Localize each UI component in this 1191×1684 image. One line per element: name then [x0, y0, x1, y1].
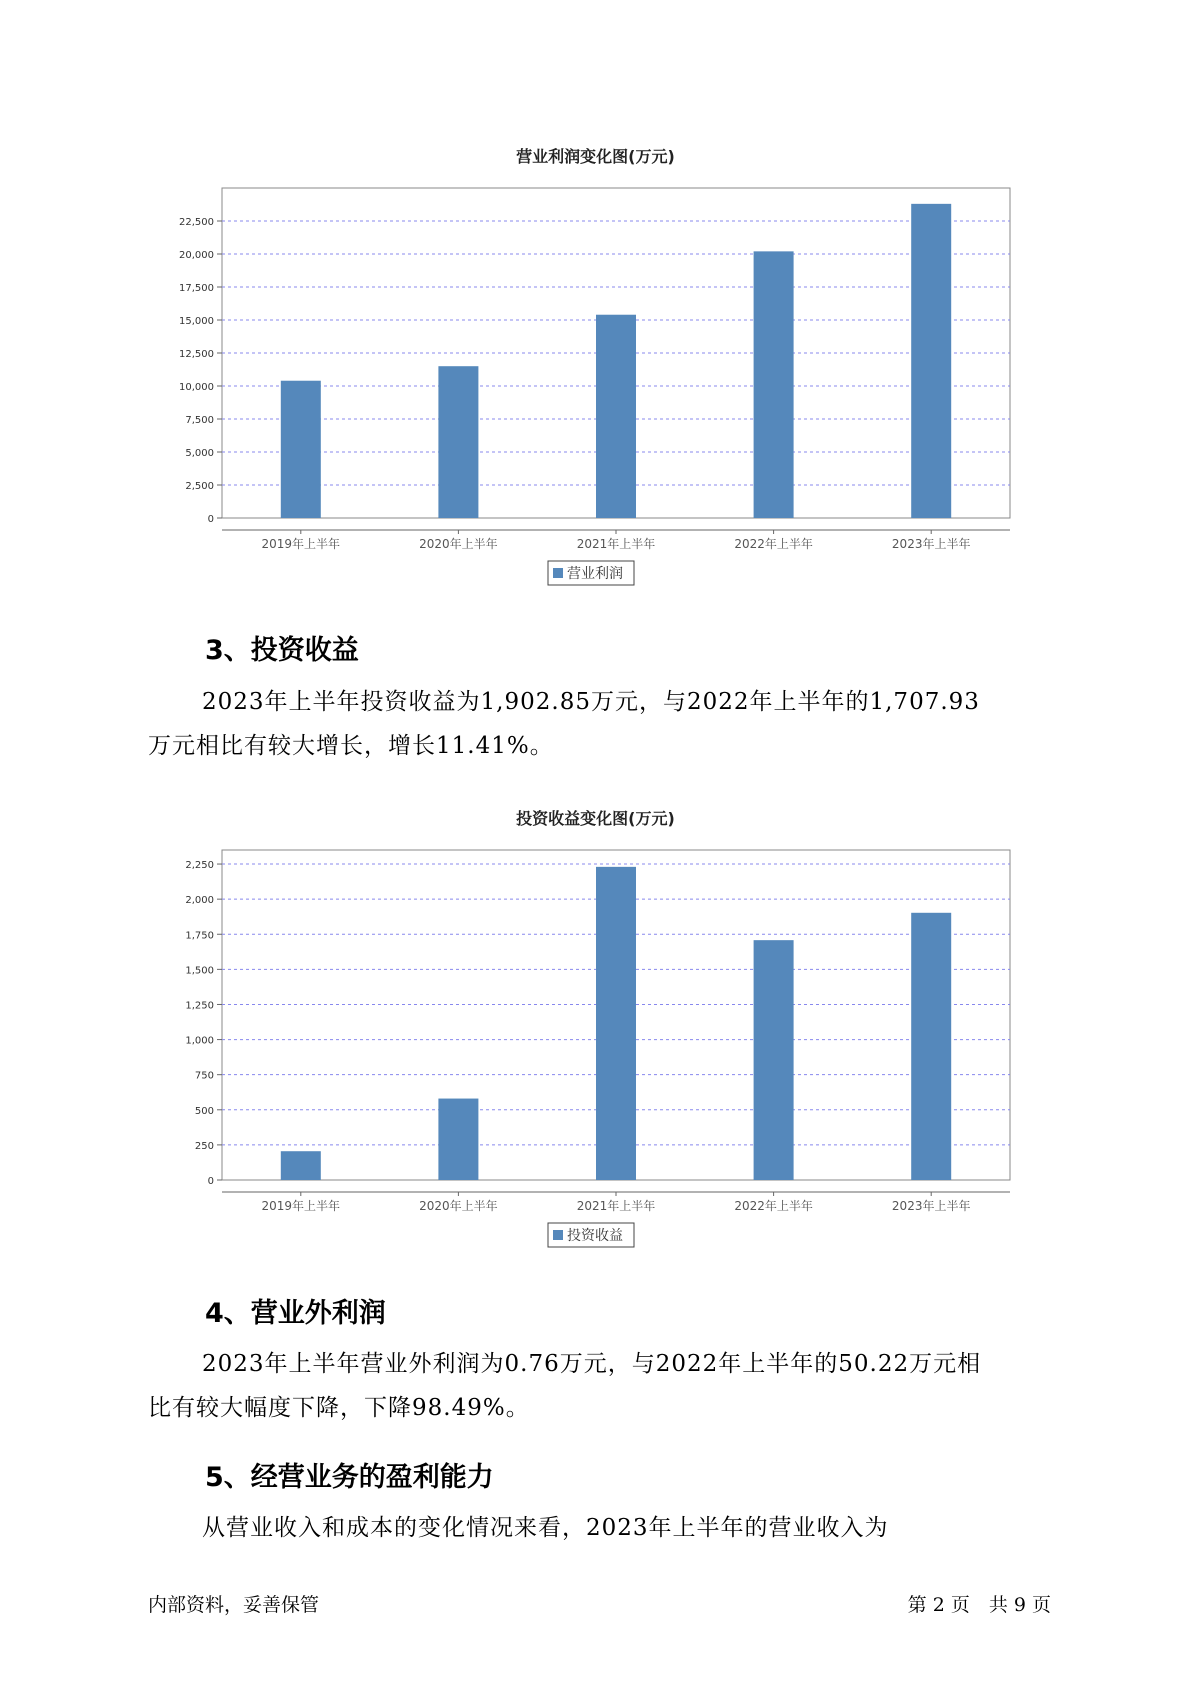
section5-heading: 5、经营业务的盈利能力 — [205, 1462, 494, 1493]
y-tick-label: 1,750 — [185, 930, 214, 942]
y-tick-label: 10,000 — [179, 382, 214, 393]
section4-heading: 4、营业外利润 — [205, 1298, 386, 1329]
y-tick-label: 0 — [207, 514, 214, 525]
x-tick-label: 2019年上半年 — [261, 537, 341, 551]
x-tick-label: 2019年上半年 — [261, 1199, 341, 1213]
section5-line1: 从营业收入和成本的变化情况来看，2023年上半年的营业收入为 — [202, 1515, 889, 1541]
y-tick-label: 2,500 — [185, 481, 214, 492]
bar — [754, 940, 794, 1180]
section5-paragraph — [148, 1506, 1054, 1550]
x-tick-label: 2022年上半年 — [734, 1199, 813, 1213]
section4-paragraph — [148, 1342, 1054, 1430]
y-tick-label: 0 — [207, 1176, 214, 1187]
legend-label: 投资收益 — [567, 1228, 623, 1244]
bar — [438, 366, 478, 518]
section4-line2: 比有较大幅度下降，下降98.49%。 — [148, 1395, 530, 1421]
y-tick-label: 500 — [194, 1105, 214, 1117]
x-tick-label: 2022年上半年 — [734, 537, 813, 551]
x-tick-label: 2021年上半年 — [576, 1199, 656, 1213]
footer-page-number: 第 2 页 共 9 页 — [907, 1594, 1051, 1616]
bar — [911, 204, 951, 518]
legend-swatch — [553, 1230, 563, 1240]
section4-line1: 2023年上半年营业外利润为0.76万元，与2022年上半年的50.22万元相 — [202, 1351, 982, 1377]
y-tick-label: 1,250 — [185, 1000, 214, 1012]
bar — [596, 867, 636, 1180]
section3-heading: 3、投资收益 — [205, 635, 359, 666]
y-tick-label: 17,500 — [179, 283, 214, 294]
legend-label: 营业利润 — [567, 566, 623, 582]
y-tick-label: 20,000 — [179, 250, 214, 261]
y-tick-label: 1,500 — [185, 965, 214, 977]
x-tick-label: 2020年上半年 — [419, 1199, 498, 1213]
chart1-title: 营业利润变化图(万元) — [516, 147, 675, 166]
bar — [911, 913, 951, 1180]
x-tick-label: 2021年上半年 — [576, 537, 656, 551]
y-tick-label: 5,000 — [185, 448, 214, 459]
operating-profit-chart — [150, 180, 1020, 590]
legend-swatch — [553, 568, 563, 578]
y-tick-label: 12,500 — [179, 349, 214, 360]
y-tick-label: 1,000 — [185, 1035, 214, 1047]
chart2-title: 投资收益变化图(万元) — [516, 809, 675, 828]
y-tick-label: 750 — [194, 1070, 214, 1082]
footer-confidential: 内部资料，妥善保管 — [148, 1594, 320, 1616]
y-tick-label: 250 — [194, 1140, 214, 1152]
bar — [596, 315, 636, 518]
x-tick-label: 2023年上半年 — [891, 537, 971, 551]
x-tick-label: 2023年上半年 — [891, 1199, 971, 1213]
y-tick-label: 15,000 — [179, 316, 214, 327]
section3-paragraph — [148, 680, 1054, 768]
y-tick-label: 2,000 — [185, 895, 214, 907]
y-tick-label: 22,500 — [179, 217, 214, 228]
y-tick-label: 2,250 — [185, 860, 214, 872]
section3-line2: 万元相比有较大增长，增长11.41%。 — [148, 733, 554, 759]
bar — [281, 381, 321, 518]
y-tick-label: 7,500 — [185, 415, 214, 426]
bar — [281, 1151, 321, 1180]
x-tick-label: 2020年上半年 — [419, 537, 498, 551]
section3-line1: 2023年上半年投资收益为1,902.85万元，与2022年上半年的1,707.93 — [202, 689, 980, 715]
investment-income-chart — [150, 842, 1020, 1252]
bar — [438, 1099, 478, 1180]
bar — [754, 251, 794, 518]
